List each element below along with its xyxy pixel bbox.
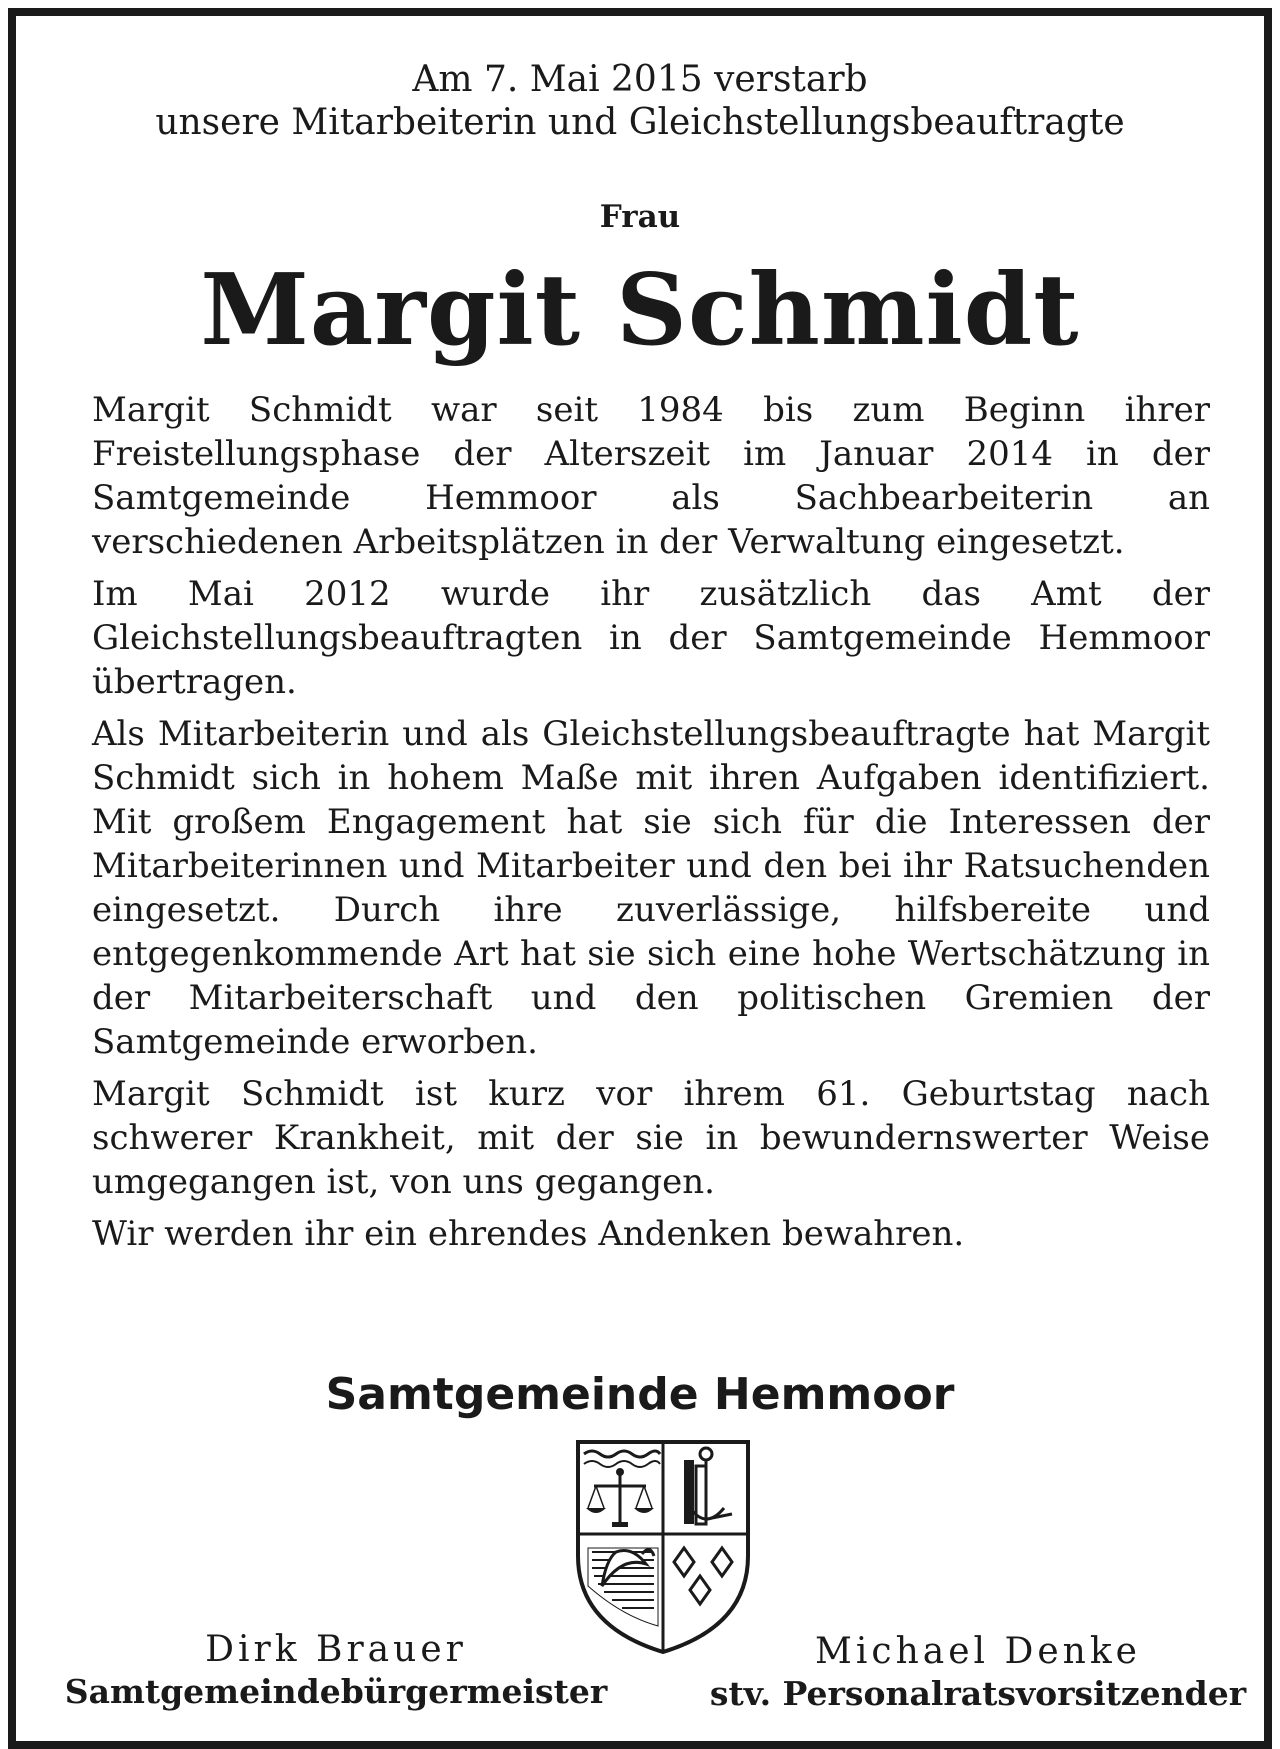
paragraph-5: Wir werden ihr ein ehrendes Andenken bewahren. [92,1214,965,1254]
deceased-name: Margit Schmidt [200,253,1080,368]
signatory-title: stv. Personalratsvorsitzender [709,1674,1247,1713]
signatory-left [56,1628,616,1712]
paragraph-3: Als Mitarbeiterin und als Gleichstellungsbeauftragte hat Margit Schmidt sich in hohem Maße mit ihren Aufgaben identifiziert. Mit großem Engagement hat sie sich für die Interessen der Mitarbeiterinnen und Mitarbeiter und den bei ihr Ratsuchenden eingesetzt. Durch ihre zuverlässige, hilfsbereite und entgegenkommende Art hat sie sich eine hohe Wertschätzung in der Mitarbeiterschaft und den politischen Gremien der Samtgemeinde erworben. [92,714,1210,1062]
paragraph-1: Margit Schmidt war seit 1984 bis zum Beginn ihrer Freistellungsphase der Alterszeit im Januar 2014 in der Samtgemeinde Hemmoor als Sachbearbeiterin an verschiedenen Arbeitsplätzen in der Verwaltung eingesetzt. [92,390,1210,562]
signatory-right [696,1630,1260,1714]
intro-line-2: unsere Mitarbeiterin und Gleichstellungsbeauftragte [155,102,1125,143]
salutation: Frau [599,199,681,235]
intro-text [16,58,1264,144]
organization-name: Samtgemeinde Hemmoor [325,1369,955,1420]
intro-line-1: Am 7. Mai 2015 verstarb [412,59,868,100]
obituary-notice [8,8,1272,1749]
coat-of-arms-icon [572,1436,754,1658]
obituary-body [92,388,1210,1264]
paragraph-2: Im Mai 2012 wurde ihr zusätzlich das Amt der Gleichstellungsbeauftragten in der Samtgemeinde Hemmoor übertragen. [92,574,1210,702]
paragraph-4: Margit Schmidt ist kurz vor ihrem 61. Geburtstag nach schwerer Krankheit, mit der sie in bewundernswerter Weise umgegangen ist, von uns gegangen. [92,1074,1210,1202]
signatory-name: Dirk Brauer [205,1629,467,1670]
signatory-name: Michael Denke [815,1631,1141,1672]
signatory-title: Samtgemeindebürgermeister [64,1672,608,1711]
